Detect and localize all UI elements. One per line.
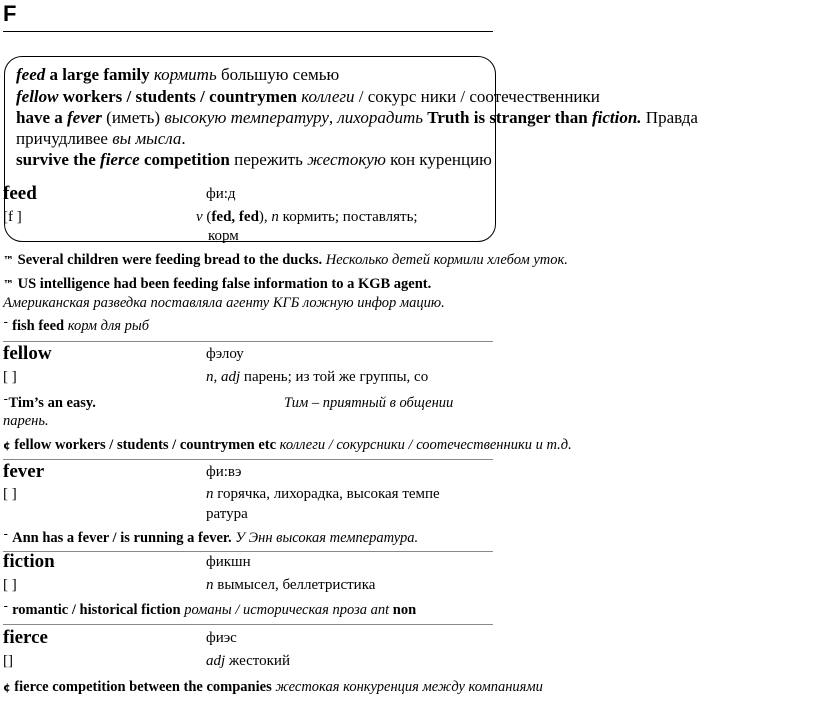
bullet-icon: ™: [3, 278, 14, 291]
example-ru: Тим – приятный в общении: [284, 395, 454, 411]
box-l3-g: Truth is stranger than: [423, 108, 592, 127]
example-ru: корм для рыб: [67, 318, 149, 334]
bullet-icon: ˉ: [3, 397, 9, 410]
box-l3-d: высокую температуру: [164, 108, 329, 127]
box-l4-c: .: [181, 129, 186, 148]
box-l3-e: ,: [328, 108, 338, 127]
example-ru: жестокая конкуренция между компаниями: [275, 679, 543, 695]
box-l5-word: fierce: [100, 150, 140, 169]
box-l5-f: кон куренцию: [385, 150, 492, 169]
example-en: Ann has a fever / is running a fever.: [12, 530, 232, 546]
box-l5-c: competition: [139, 150, 230, 169]
example-fiction-1: [3, 602, 416, 619]
forms-feed: fed, fed: [211, 209, 259, 225]
bullet-icon: ˉ: [3, 320, 9, 333]
example-ru: романы / историческая проза: [184, 602, 367, 618]
antonym-label: ant: [367, 602, 390, 618]
transcription-fellow: [206, 346, 244, 363]
example-en: Tim’s an easy.: [8, 395, 96, 411]
headword-fellow: fellow: [3, 343, 52, 364]
pos2-feed: n: [271, 209, 279, 225]
transcription-fever: фи:вэ: [206, 464, 242, 480]
entry-divider: [3, 459, 493, 460]
box-l3-h: fiction.: [591, 108, 642, 127]
example-feed-2-ru: [3, 295, 445, 312]
example-ru: У Энн высокая температура.: [235, 530, 419, 546]
definition-feed: [196, 209, 418, 226]
box-l4-b: вы мысла: [112, 129, 182, 148]
antonym-word: non: [389, 602, 417, 618]
headword-fiction: fiction: [3, 551, 55, 572]
box-l2-word: fellow: [16, 87, 59, 106]
definition-fever: [206, 486, 440, 503]
bullet-icon: ¢: [3, 681, 11, 694]
headword-fever: fever: [3, 461, 45, 482]
definition-fever-cont: ратура: [206, 506, 248, 522]
def-fiction-text: вымысел, беллетристика: [213, 577, 376, 593]
box-l4-a: причудливее: [16, 129, 113, 148]
example-en: fellow workers / students / countrymen etc: [14, 437, 277, 453]
bullet-icon: ™: [3, 254, 14, 267]
bullet-icon: ˉ: [3, 604, 9, 617]
box-l3-word: fever: [67, 108, 102, 127]
box-l1-ru: большую семью: [216, 65, 340, 84]
ipa-fierce: []: [3, 653, 13, 669]
def-fierce-text: жестокий: [225, 653, 290, 669]
pos-fever: n: [206, 486, 214, 502]
definition-fiction: [206, 577, 375, 594]
box-l5-e: жестокую: [307, 150, 386, 169]
box-line-2: [16, 87, 600, 107]
headword-feed: feed: [3, 183, 37, 204]
bullet-icon: ˉ: [3, 532, 9, 545]
box-l2-ru-italic: коллеги: [301, 87, 355, 106]
example-fellow-1: [3, 395, 96, 412]
entry-divider: [3, 551, 493, 552]
definition-feed-cont: корм: [208, 228, 239, 244]
example-feed-1: [3, 252, 568, 269]
example-ru: Американская разведка поставляла агенту КГБ ложную инфор мацию.: [3, 295, 445, 311]
entry-divider: [3, 624, 493, 625]
box-l1-phrase: a large family: [45, 65, 154, 84]
header-divider: [3, 31, 493, 32]
box-line-4: [16, 129, 186, 149]
transcription-fiction: фикшн: [206, 554, 251, 570]
pos-fierce: adj: [206, 653, 226, 669]
box-l5-d: пережить: [229, 150, 308, 169]
bullet-icon: ¢: [3, 439, 11, 452]
example-ru: коллеги / сокурсники / соотечественники и т.д.: [279, 437, 572, 453]
pos-feed: v: [196, 209, 203, 225]
pos-fiction: n: [206, 577, 214, 593]
box-line-3: [16, 108, 698, 128]
box-l3-a: have a: [16, 108, 67, 127]
section-letter: F: [3, 1, 17, 26]
ipa-fever: [ ]: [3, 486, 17, 502]
example-en: romantic / historical fiction: [12, 602, 181, 618]
transcription-text: фэлоу: [206, 346, 244, 362]
example-fellow-1-cont: [3, 413, 49, 430]
def-feed-a: (: [202, 209, 212, 225]
ipa-fiction: [ ]: [3, 577, 17, 593]
headword-fierce: fierce: [3, 627, 48, 648]
example-fever-1: [3, 530, 418, 547]
ipa-fellow: [ ]: [3, 369, 17, 385]
box-l3-i: Правда: [641, 108, 698, 127]
definition-fierce: [206, 653, 290, 670]
box-l3-c: (иметь): [101, 108, 165, 127]
example-en: fish feed: [12, 318, 65, 334]
box-l2-phrase: workers / students / countrymen: [58, 87, 302, 106]
def-feed-b: ),: [258, 209, 272, 225]
def-feed-c: кормить; поставлять;: [278, 209, 418, 225]
entry-divider: [3, 341, 493, 342]
example-en: US intelligence had been feeding false information to a KGB agent.: [17, 276, 432, 292]
example-en: fierce competition between the companies: [14, 679, 272, 695]
box-l1-ru-italic: кормить: [153, 65, 217, 84]
ipa-feed: [f ]: [3, 209, 22, 225]
example-fierce-1: [3, 679, 543, 696]
box-line-5: [16, 150, 492, 170]
pos-fellow: n, adj: [206, 369, 241, 385]
example-ru: Несколько детей кормили хлебом уток.: [325, 252, 568, 268]
transcription-feed: фи:д: [206, 186, 236, 202]
box-l5-a: survive the: [16, 150, 101, 169]
example-fellow-2: [3, 437, 572, 454]
def-fellow-text: парень; из той же группы, со: [240, 369, 429, 385]
example-en: Several children were feeding bread to the ducks.: [17, 252, 323, 268]
example-feed-2: [3, 276, 431, 293]
definition-fellow: [206, 369, 428, 386]
box-l3-f: лихорадить: [337, 108, 424, 127]
example-fellow-1-ru: [284, 395, 453, 412]
example-feed-3: [3, 318, 149, 335]
example-ru-cont: парень.: [3, 413, 49, 429]
def-fever-text: горячка, лихорадка, высокая темпе: [213, 486, 440, 502]
box-l1-word: feed: [16, 65, 46, 84]
box-l2-ru: / сокурс ники / соотечественники: [354, 87, 600, 106]
box-line-1: [16, 65, 339, 85]
transcription-fierce: фиэс: [206, 630, 237, 646]
